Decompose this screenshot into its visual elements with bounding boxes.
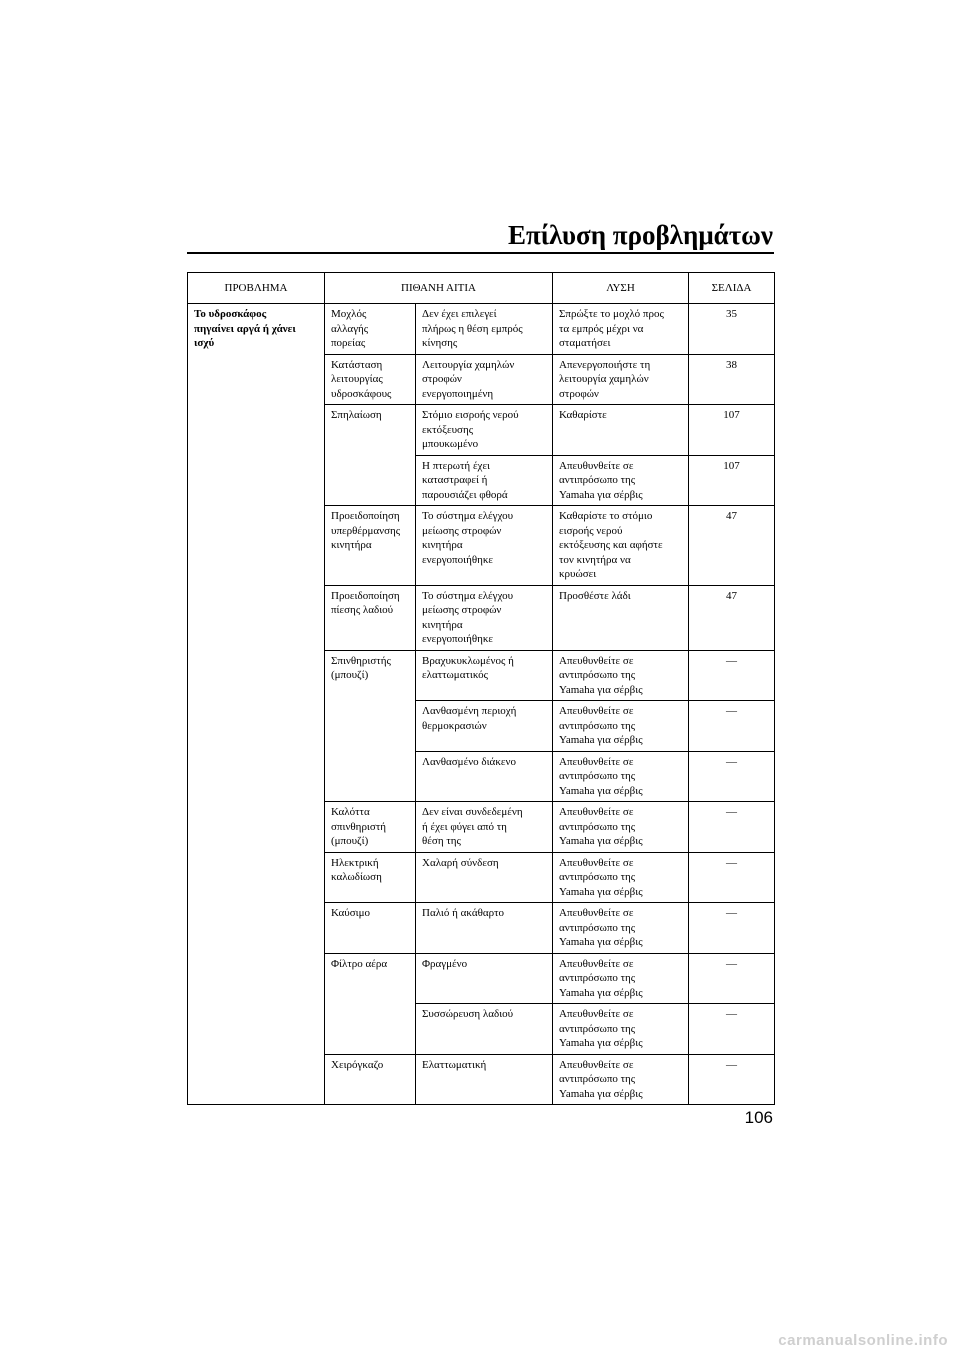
cause-cell: Καύσιμο xyxy=(325,903,416,954)
page-cell: 38 xyxy=(689,354,775,405)
solution-cell: Απευθυνθείτε σε αντιπρόσωπο της Yamaha για σέρβις xyxy=(553,802,689,853)
page-cell: 47 xyxy=(689,506,775,586)
solution-cell: Απευθυνθείτε σε αντιπρόσωπο της Yamaha για σέρβις xyxy=(553,701,689,752)
page-number: 106 xyxy=(744,1108,773,1127)
solution-cell: Απευθυνθείτε σε αντιπρόσωπο της Yamaha για σέρβις xyxy=(553,903,689,954)
page-cell: — xyxy=(689,701,775,752)
cause-cell: Ηλεκτρική καλωδίωση xyxy=(325,852,416,903)
title-rule xyxy=(187,252,774,254)
solution-cell: Απευθυνθείτε σε αντιπρόσωπο της Yamaha για σέρβις xyxy=(553,650,689,701)
detail-cell: Βραχυκυκλωμένος ή ελαττωματικός xyxy=(416,650,553,701)
detail-cell: Δεν είναι συνδεδεμένη ή έχει φύγει από τη θέση της xyxy=(416,802,553,853)
troubleshooting-table xyxy=(187,272,775,1105)
watermark: carmanualsonline.info xyxy=(778,1332,948,1349)
detail-cell: Η πτερωτή έχει καταστραφεί ή παρουσιάζει φθορά xyxy=(416,455,553,506)
detail-cell: Στόμιο εισροής νερού εκτόξευσης μπουκωμένο xyxy=(416,405,553,456)
solution-cell: Απευθυνθείτε σε αντιπρόσωπο της Yamaha για σέρβις xyxy=(553,751,689,802)
solution-cell: Απευθυνθείτε σε αντιπρόσωπο της Yamaha για σέρβις xyxy=(553,455,689,506)
table-header-row xyxy=(188,273,775,304)
cause-cell: Χειρόγκαζο xyxy=(325,1054,416,1105)
page-cell: 35 xyxy=(689,304,775,355)
page-cell: — xyxy=(689,751,775,802)
detail-cell: Το σύστημα ελέγχου μείωσης στροφών κινητήρα ενεργοποιήθηκε xyxy=(416,585,553,650)
page-cell: 107 xyxy=(689,455,775,506)
detail-cell: Φραγμένο xyxy=(416,953,553,1004)
header-solution: ΛΥΣΗ xyxy=(553,273,689,304)
cause-cell: Καλόττα σπινθηριστή (μπουζί) xyxy=(325,802,416,853)
solution-cell: Καθαρίστε xyxy=(553,405,689,456)
detail-cell: Παλιό ή ακάθαρτο xyxy=(416,903,553,954)
solution-cell: Απευθυνθείτε σε αντιπρόσωπο της Yamaha για σέρβις xyxy=(553,953,689,1004)
page-cell: — xyxy=(689,802,775,853)
detail-cell: Δεν έχει επιλεγεί πλήρως η θέση εμπρός κίνησης xyxy=(416,304,553,355)
detail-cell: Λειτουργία χαμηλών στροφών ενεργοποιημένη xyxy=(416,354,553,405)
detail-cell: Συσσώρευση λαδιού xyxy=(416,1004,553,1055)
page-cell: — xyxy=(689,1004,775,1055)
detail-cell: Λανθασμένη περιοχή θερμοκρασιών xyxy=(416,701,553,752)
page-cell: 47 xyxy=(689,585,775,650)
detail-cell: Το σύστημα ελέγχου μείωσης στροφών κινητήρα ενεργοποιήθηκε xyxy=(416,506,553,586)
page-cell: — xyxy=(689,650,775,701)
cause-cell: Κατάσταση λειτουργίας υδροσκάφους xyxy=(325,354,416,405)
page-cell: — xyxy=(689,1054,775,1105)
problem-cell: Το υδροσκάφος πηγαίνει αργά ή χάνει ισχύ xyxy=(188,304,325,1105)
table-row xyxy=(188,304,775,355)
cause-cell: Προειδοποίηση πίεσης λαδιού xyxy=(325,585,416,650)
header-cause: ΠΙΘΑΝΗ ΑΙΤΙΑ xyxy=(325,273,553,304)
header-page: ΣΕΛΙΔΑ xyxy=(689,273,775,304)
solution-cell: Απευθυνθείτε σε αντιπρόσωπο της Yamaha για σέρβις xyxy=(553,1004,689,1055)
solution-cell: Προσθέστε λάδι xyxy=(553,585,689,650)
solution-cell: Καθαρίστε το στόμιο εισροής νερού εκτόξευσης και αφήστε τον κινητήρα να κρυώσει xyxy=(553,506,689,586)
cause-cell: Φίλτρο αέρα xyxy=(325,953,416,1054)
page-cell: 107 xyxy=(689,405,775,456)
solution-cell: Απευθυνθείτε σε αντιπρόσωπο της Yamaha για σέρβις xyxy=(553,1054,689,1105)
page-cell: — xyxy=(689,953,775,1004)
page-cell: — xyxy=(689,852,775,903)
page-cell: — xyxy=(689,903,775,954)
page-title: Επίλυση προβλημάτων xyxy=(507,220,773,250)
solution-cell: Απενεργοποιήστε τη λειτουργία χαμηλών στροφών xyxy=(553,354,689,405)
detail-cell: Ελαττωματική xyxy=(416,1054,553,1105)
solution-cell: Απευθυνθείτε σε αντιπρόσωπο της Yamaha για σέρβις xyxy=(553,852,689,903)
cause-cell: Σπηλαίωση xyxy=(325,405,416,506)
cause-cell: Προειδοποίηση υπερθέρμανσης κινητήρα xyxy=(325,506,416,586)
detail-cell: Χαλαρή σύνδεση xyxy=(416,852,553,903)
detail-cell: Λανθασμένο διάκενο xyxy=(416,751,553,802)
header-problem: ΠΡΟΒΛΗΜΑ xyxy=(188,273,325,304)
solution-cell: Σπρώξτε το μοχλό προς τα εμπρός μέχρι να σταματήσει xyxy=(553,304,689,355)
table-body xyxy=(188,304,775,1105)
cause-cell: Σπινθηριστής (μπουζί) xyxy=(325,650,416,802)
cause-cell: Μοχλός αλλαγής πορείας xyxy=(325,304,416,355)
